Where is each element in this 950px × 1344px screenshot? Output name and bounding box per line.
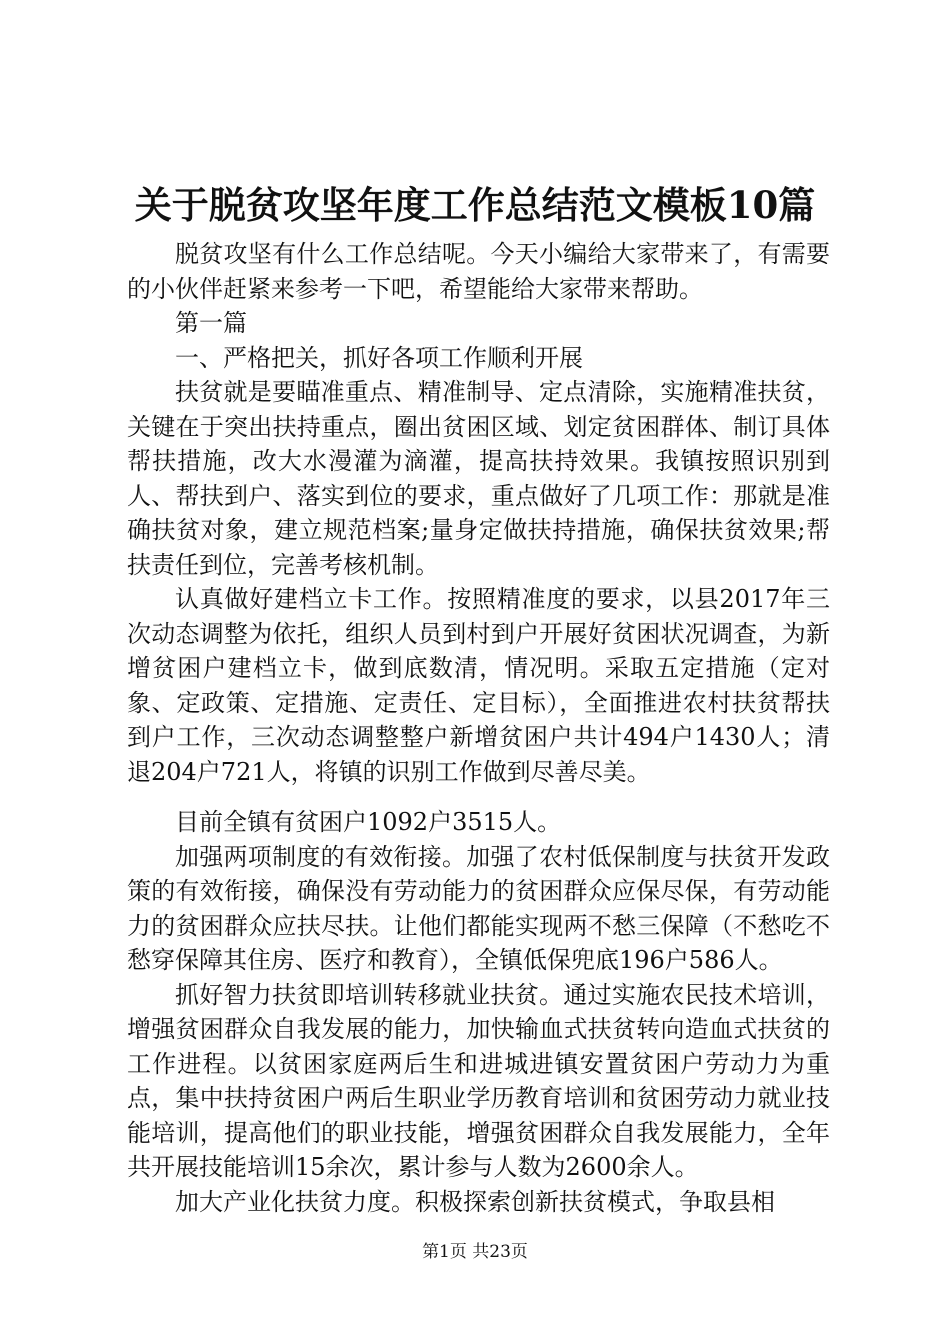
body-paragraph: 抓好智力扶贫即培训转移就业扶贫。通过实施农民技术培训，增强贫困群众自我发展的能力，加快输血式扶贫转向造血式扶贫的工作进程。以贫困家庭两后生和进城进镇安置贫困户劳动力为重点，集中扶持贫困户两后生职业学历教育培训和贫困劳动力就业技能培训，提高他们的职业技能，增强贫困群众自我发展能力，全年共开展技能培训15余次，累计参与人数为2600余人。 bbox=[127, 980, 830, 1181]
section-heading: 一、严格把关，抓好各项工作顺利开展 bbox=[175, 343, 583, 372]
document-body bbox=[127, 237, 830, 1219]
body-paragraph: 目前全镇有贫困户1092户3515人。 bbox=[175, 808, 562, 836]
intro-paragraph: 脱贫攻坚有什么工作总结呢。今天小编给大家带来了，有需要的小伙伴赶紧来参考一下吧，希望能给大家带来帮助。 bbox=[127, 240, 830, 303]
body-paragraph: 加强两项制度的有效衔接。加强了农村低保制度与扶贫开发政策的有效衔接，确保没有劳动能力的贫困群众应保尽保，有劳动能力的贫困群众应扶尽扶。让他们都能实现两不愁三保障（不愁吃不愁穿保障其住房、医疗和教育），全镇低保兜底196户586人。 bbox=[127, 842, 830, 974]
body-paragraph: 认真做好建档立卡工作。按照精准度的要求，以县2017年三次动态调整为依托，组织人员到村到户开展好贫困状况调查，为新增贫困户建档立卡，做到底数清，情况明。采取五定措施（定对象、定政策、定措施、定责任、定目标），全面推进农村扶贫帮扶到户工作，三次动态调整整户新增贫困户共计494户1430人；清退204户721人，将镇的识别工作做到尽善尽美。 bbox=[127, 585, 830, 786]
paragraph-gap bbox=[127, 789, 830, 805]
page-footer: 第1页 共23页 bbox=[422, 1242, 528, 1262]
document-title: 关于脱贫攻坚年度工作总结范文模板10篇 bbox=[134, 183, 816, 227]
section-label: 第一篇 bbox=[175, 309, 247, 337]
body-paragraph: 加大产业化扶贫力度。积极探索创新扶贫模式，争取县相 bbox=[175, 1187, 775, 1216]
body-paragraph: 扶贫就是要瞄准重点、精准制导、定点清除，实施精准扶贫，关键在于突出扶持重点，圈出贫困区域、划定贫困群体、制订具体帮扶措施，改大水漫灌为滴灌，提高扶持效果。我镇按照识别到人、帮扶到户、落实到位的要求，重点做好了几项工作：那就是准确扶贫对象，建立规范档案;量身定做扶持措施，确保扶贫效果;帮扶责任到位，完善考核机制。 bbox=[127, 378, 830, 579]
